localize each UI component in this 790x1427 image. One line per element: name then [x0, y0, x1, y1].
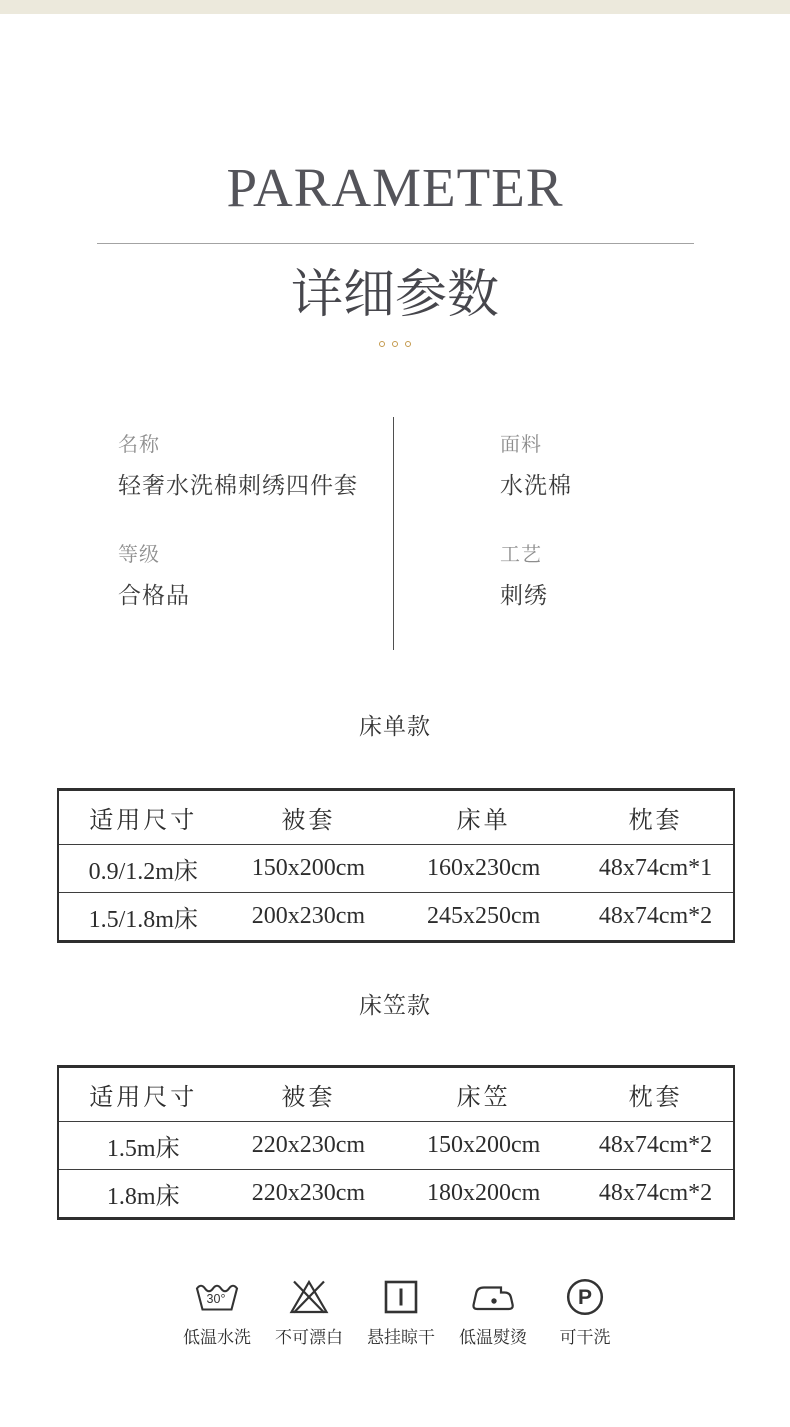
care-item-drip-dry	[363, 1276, 439, 1348]
table-cell: 48x74cm*2	[598, 1132, 713, 1158]
table-cell: 245x250cm	[426, 903, 541, 929]
care-item-no-bleach	[271, 1276, 347, 1348]
table-header-cell: 适用尺寸	[89, 808, 198, 834]
info-field-grade	[118, 542, 190, 610]
table-header-cell: 被套	[281, 1085, 336, 1111]
table-cell: 48x74cm*1	[598, 855, 713, 881]
table-cell: 1.8m床	[106, 1184, 180, 1210]
table-cell: 0.9/1.2m床	[88, 859, 198, 885]
info-column-divider	[393, 417, 394, 650]
info-field-fabric	[500, 432, 572, 500]
care-item-iron	[455, 1276, 531, 1348]
care-item-dry-clean	[547, 1276, 623, 1348]
drip-dry-icon	[384, 1276, 418, 1318]
table-cell: 1.5m床	[106, 1136, 180, 1162]
table-row	[59, 1169, 733, 1217]
table-row	[59, 1121, 733, 1169]
top-strip-decoration	[0, 0, 790, 14]
info-field-label: 名称	[118, 434, 160, 456]
table-header-cell: 枕套	[628, 1085, 683, 1111]
info-field-label: 工艺	[500, 544, 542, 566]
dry-clean-icon	[565, 1276, 605, 1318]
care-item-label: 低温熨烫	[459, 1328, 527, 1347]
table-cell: 220x230cm	[251, 1132, 366, 1158]
dry-clean-letter: P	[577, 1286, 593, 1309]
table-cell: 1.5/1.8m床	[88, 907, 198, 933]
table-cell: 48x74cm*2	[598, 1180, 713, 1206]
table-header-row	[59, 1068, 733, 1121]
table-row	[59, 844, 733, 892]
table-header-cell: 枕套	[628, 808, 683, 834]
no-bleach-icon	[289, 1276, 329, 1318]
care-item-wash	[179, 1276, 255, 1348]
care-instructions-row	[6, 1276, 790, 1348]
page-title-english: PARAMETER	[226, 157, 564, 218]
dot-icon	[379, 341, 385, 347]
info-field-name	[118, 432, 358, 500]
section-heading-sheet-style: 床单款	[359, 714, 431, 739]
table-header-row	[59, 791, 733, 844]
table-header-cell: 床笠	[456, 1085, 511, 1111]
info-field-label: 等级	[118, 544, 160, 566]
wash-30-icon	[195, 1276, 239, 1318]
table-cell: 48x74cm*2	[598, 903, 713, 929]
dot-icon	[392, 341, 398, 347]
info-field-value: 刺绣	[500, 582, 548, 608]
spec-table-sheet-style	[57, 788, 735, 943]
table-header-cell: 被套	[281, 808, 336, 834]
info-field-value: 水洗棉	[500, 472, 572, 498]
page-title-chinese: 详细参数	[290, 267, 499, 324]
spec-table-fitted-style	[57, 1065, 735, 1220]
table-cell: 150x200cm	[251, 855, 366, 881]
info-field-label: 面料	[500, 434, 542, 456]
info-field-craft	[500, 542, 548, 610]
info-field-value: 轻奢水洗棉刺绣四件套	[118, 472, 358, 498]
care-item-label: 低温水洗	[183, 1328, 251, 1347]
table-cell: 160x230cm	[426, 855, 541, 881]
table-header-cell: 床单	[456, 808, 511, 834]
wash-temp-text: 30°	[206, 1292, 226, 1306]
care-item-label: 可干洗	[559, 1328, 611, 1347]
table-cell: 150x200cm	[426, 1132, 541, 1158]
table-row	[59, 892, 733, 940]
table-cell: 200x230cm	[251, 903, 366, 929]
care-item-label: 悬挂晾干	[367, 1328, 435, 1347]
table-cell: 180x200cm	[426, 1180, 541, 1206]
title-underline	[97, 243, 694, 244]
table-header-cell: 适用尺寸	[89, 1085, 198, 1111]
table-cell: 220x230cm	[251, 1180, 366, 1206]
section-heading-fitted-style: 床笠款	[359, 993, 431, 1018]
info-field-value: 合格品	[118, 582, 190, 608]
dots-decoration	[0, 341, 790, 347]
dot-icon	[405, 341, 411, 347]
care-item-label: 不可漂白	[275, 1328, 343, 1347]
iron-low-temp-icon	[470, 1276, 516, 1318]
